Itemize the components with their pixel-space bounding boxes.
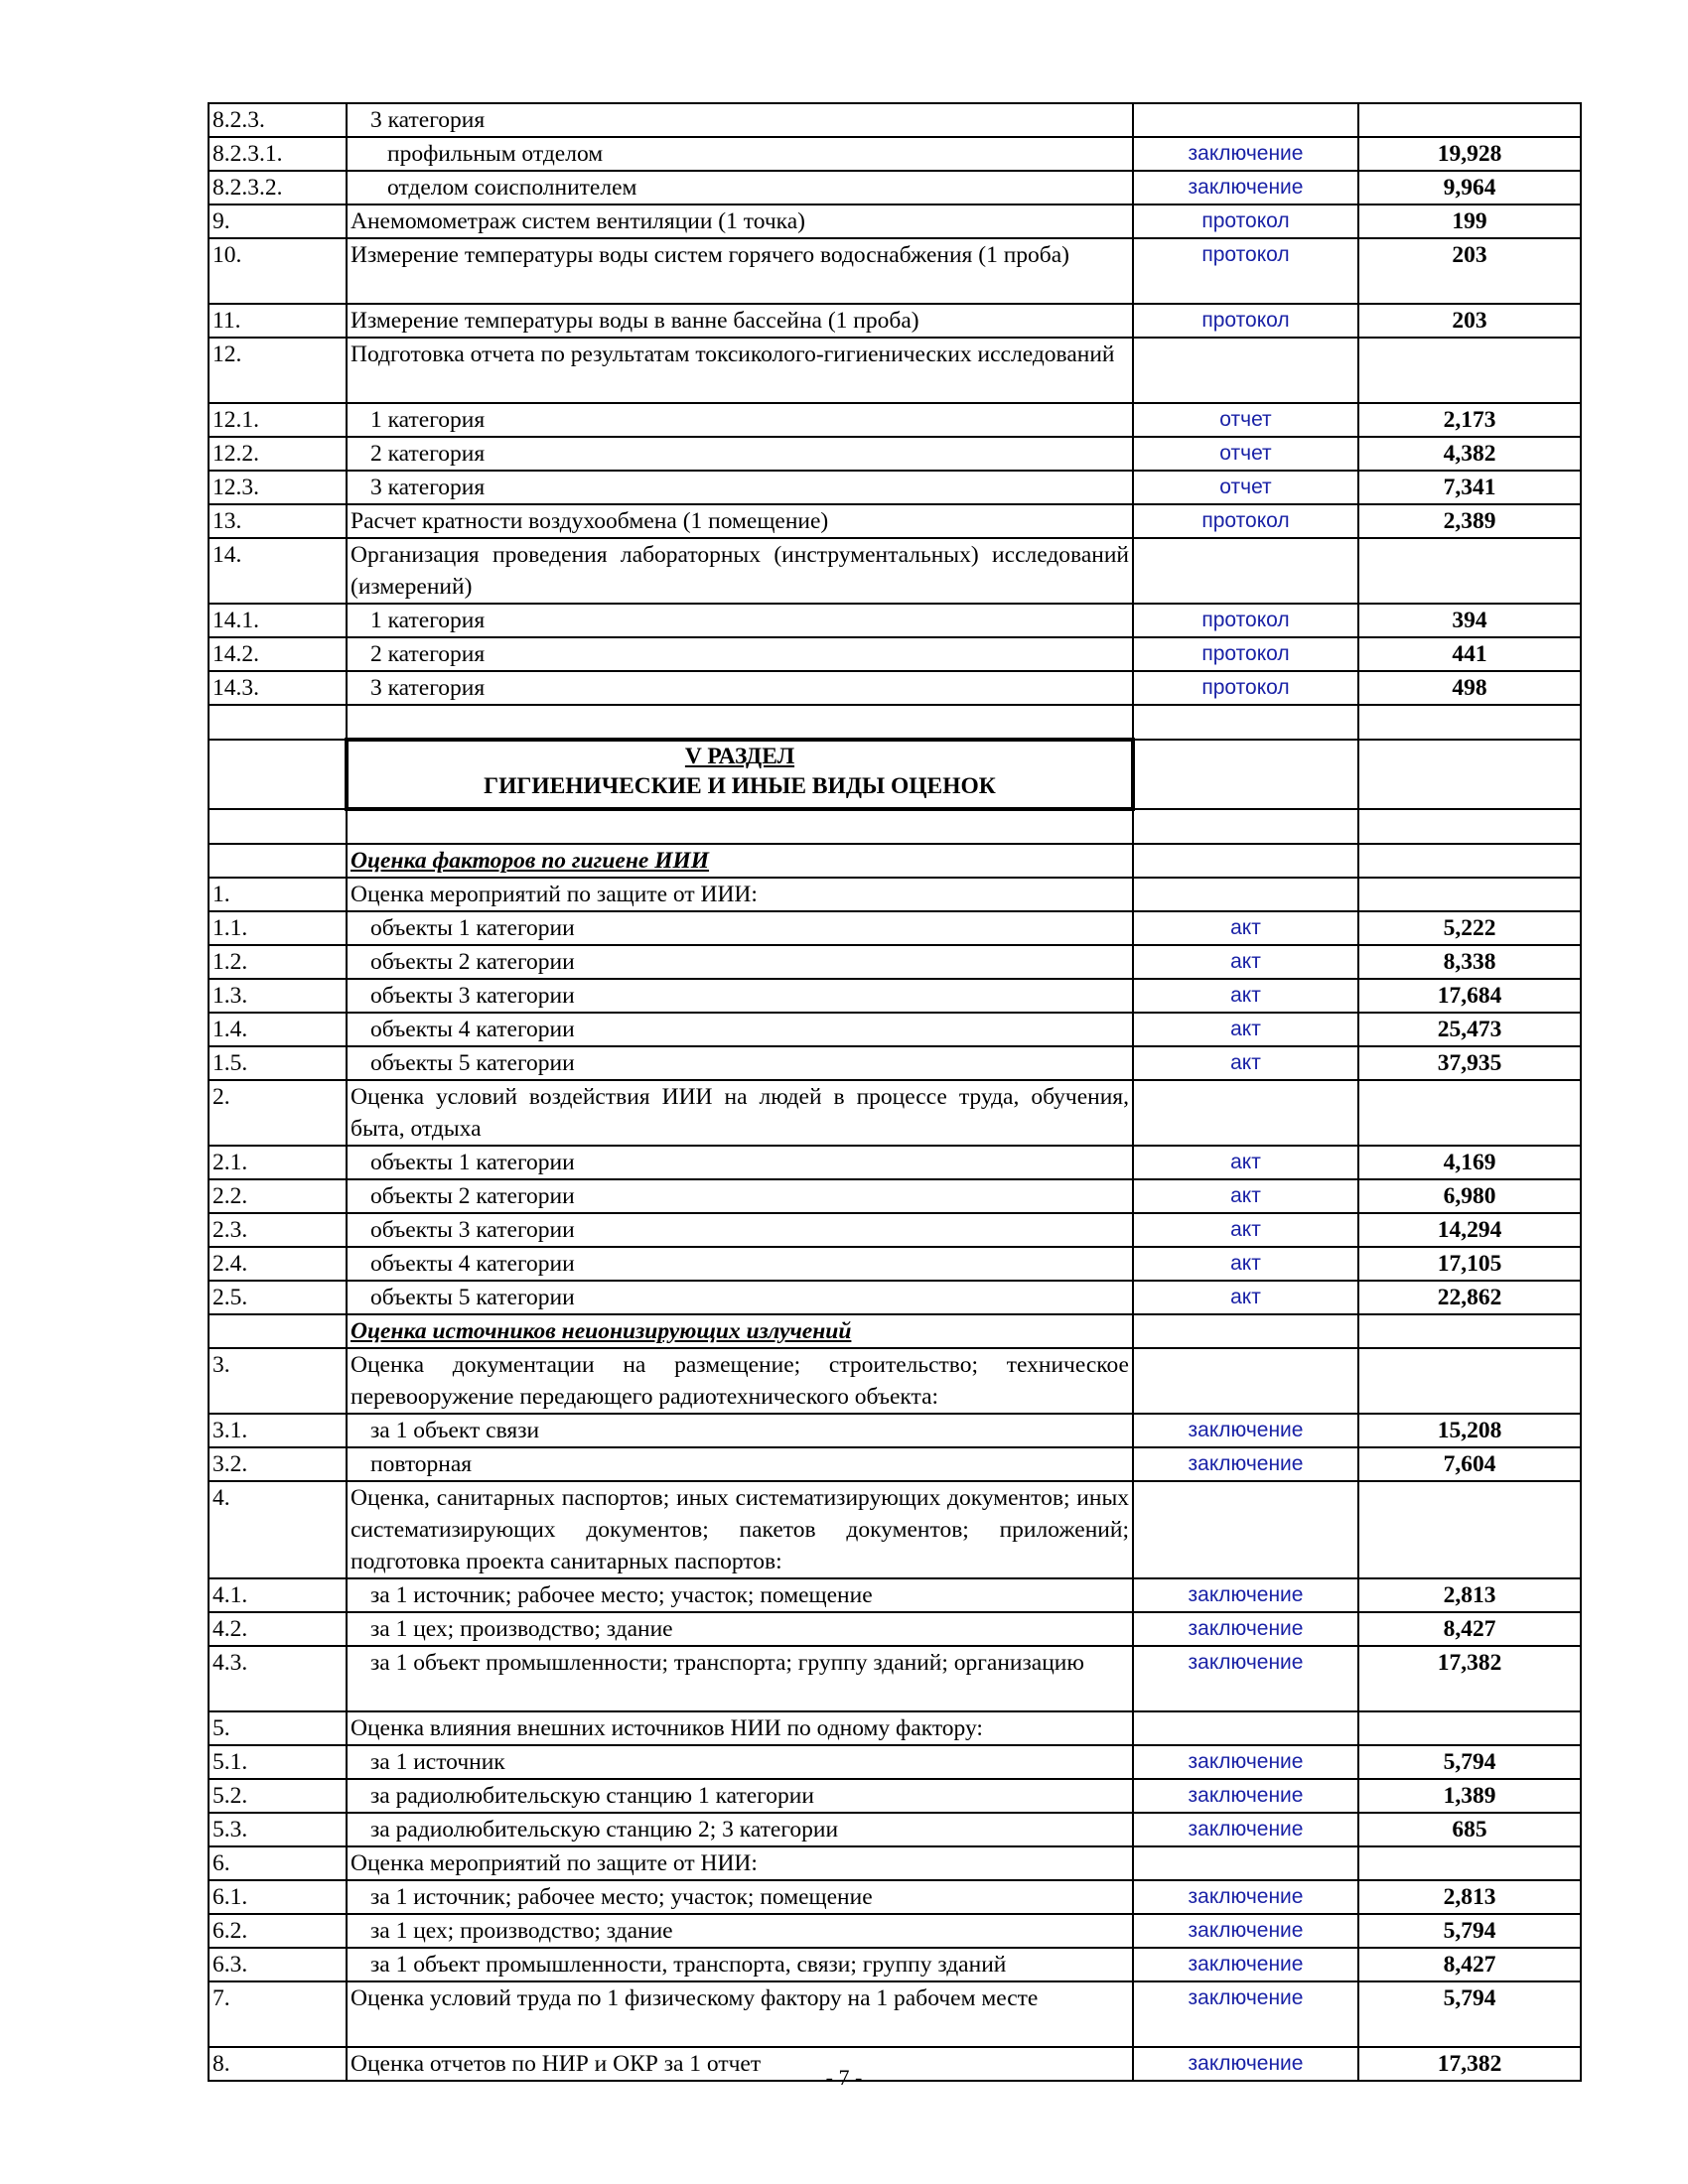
item-price xyxy=(1358,1080,1581,1146)
item-name: Оценка мероприятий по защите от НИИ: xyxy=(347,1846,1133,1880)
item-price: 37,935 xyxy=(1358,1046,1581,1080)
item-name: Измерение температуры воды систем горячего водоснабжения (1 проба) xyxy=(347,238,1133,304)
item-price xyxy=(1358,538,1581,604)
item-price: 15,208 xyxy=(1358,1414,1581,1447)
item-number: 14.1. xyxy=(209,604,347,637)
table-row xyxy=(209,1447,1581,1481)
item-name: Анемомометраж систем вентиляции (1 точка) xyxy=(347,205,1133,238)
item-unit: заключение xyxy=(1133,1447,1358,1481)
subsection-heading-row xyxy=(209,1314,1581,1348)
table-row xyxy=(209,1348,1581,1414)
item-price: 22,862 xyxy=(1358,1281,1581,1314)
item-unit: протокол xyxy=(1133,238,1358,304)
item-name: Подготовка отчета по результатам токсиколого-гигиенических исследований xyxy=(347,338,1133,403)
item-price: 5,794 xyxy=(1358,1981,1581,2047)
item-number: 12.2. xyxy=(209,437,347,471)
table-row xyxy=(209,945,1581,979)
empty-cell xyxy=(1133,705,1358,740)
item-number: 4.1. xyxy=(209,1578,347,1612)
table-row xyxy=(209,1612,1581,1646)
item-unit: акт xyxy=(1133,911,1358,945)
item-name: Организация проведения лабораторных (инструментальных) исследований (измерений) xyxy=(347,538,1133,604)
item-name: 1 категория xyxy=(347,403,1133,437)
item-unit: заключение xyxy=(1133,1779,1358,1813)
table-row xyxy=(209,403,1581,437)
item-unit: акт xyxy=(1133,979,1358,1013)
item-number: 1.1. xyxy=(209,911,347,945)
item-unit: заключение xyxy=(1133,137,1358,171)
item-name: объекты 3 категории xyxy=(347,1213,1133,1247)
empty-cell xyxy=(209,1314,347,1348)
item-unit: заключение xyxy=(1133,1880,1358,1914)
item-price: 441 xyxy=(1358,637,1581,671)
item-unit: протокол xyxy=(1133,604,1358,637)
item-number: 1.4. xyxy=(209,1013,347,1046)
item-price xyxy=(1358,1846,1581,1880)
item-unit: акт xyxy=(1133,1013,1358,1046)
item-price: 8,427 xyxy=(1358,1948,1581,1981)
item-unit: протокол xyxy=(1133,671,1358,705)
table-row xyxy=(209,1179,1581,1213)
item-unit: отчет xyxy=(1133,471,1358,504)
item-number: 1.5. xyxy=(209,1046,347,1080)
item-unit xyxy=(1133,338,1358,403)
item-unit: протокол xyxy=(1133,304,1358,338)
section-title xyxy=(347,740,1133,809)
table-row xyxy=(209,437,1581,471)
empty-cell xyxy=(1133,1314,1358,1348)
item-price: 4,382 xyxy=(1358,437,1581,471)
item-name: за 1 объект связи xyxy=(347,1414,1133,1447)
item-name: за 1 объект промышленности, транспорта, связи; группу зданий xyxy=(347,1948,1133,1981)
item-name: объекты 4 категории xyxy=(347,1013,1133,1046)
table-row xyxy=(209,1578,1581,1612)
item-number: 8.2.3. xyxy=(209,103,347,137)
item-unit: акт xyxy=(1133,1046,1358,1080)
item-name: повторная xyxy=(347,1447,1133,1481)
item-price: 8,427 xyxy=(1358,1612,1581,1646)
item-name: за 1 объект промышленности; транспорта; группу зданий; организацию xyxy=(347,1646,1133,1711)
item-unit: заключение xyxy=(1133,1948,1358,1981)
item-name: Оценка условий воздействия ИИИ на людей в процессе труда, обучения, быта, отдыха xyxy=(347,1080,1133,1146)
table-row xyxy=(209,979,1581,1013)
table-row xyxy=(209,1213,1581,1247)
item-unit: заключение xyxy=(1133,1981,1358,2047)
item-name: 3 категория xyxy=(347,671,1133,705)
item-number: 14. xyxy=(209,538,347,604)
item-price: 2,813 xyxy=(1358,1578,1581,1612)
item-number: 8. xyxy=(209,2047,347,2081)
table-row xyxy=(209,1880,1581,1914)
item-unit: акт xyxy=(1133,1213,1358,1247)
item-number: 1. xyxy=(209,878,347,911)
item-name: 2 категория xyxy=(347,437,1133,471)
item-unit xyxy=(1133,1080,1358,1146)
item-name: 2 категория xyxy=(347,637,1133,671)
item-unit: протокол xyxy=(1133,504,1358,538)
item-name: 3 категория xyxy=(347,471,1133,504)
item-name: за 1 источник; рабочее место; участок; помещение xyxy=(347,1578,1133,1612)
item-number: 1.3. xyxy=(209,979,347,1013)
table-row xyxy=(209,1948,1581,1981)
item-name: объекты 2 категории xyxy=(347,1179,1133,1213)
item-name: объекты 3 категории xyxy=(347,979,1133,1013)
item-unit: акт xyxy=(1133,1146,1358,1179)
item-number: 3.2. xyxy=(209,1447,347,1481)
item-name: Измерение температуры воды в ванне бассейна (1 проба) xyxy=(347,304,1133,338)
empty-cell xyxy=(347,809,1133,844)
item-price: 7,341 xyxy=(1358,471,1581,504)
item-number: 5.2. xyxy=(209,1779,347,1813)
item-number: 2.2. xyxy=(209,1179,347,1213)
item-unit xyxy=(1133,1711,1358,1745)
item-price: 1,389 xyxy=(1358,1779,1581,1813)
item-unit: заключение xyxy=(1133,2047,1358,2081)
item-price: 17,382 xyxy=(1358,2047,1581,2081)
table-row xyxy=(209,1914,1581,1948)
table-row xyxy=(209,538,1581,604)
empty-cell xyxy=(209,844,347,878)
item-number: 1.2. xyxy=(209,945,347,979)
item-unit: протокол xyxy=(1133,205,1358,238)
blank-row xyxy=(209,809,1581,844)
item-unit xyxy=(1133,1846,1358,1880)
item-name: объекты 2 категории xyxy=(347,945,1133,979)
item-name: отделом соисполнителем xyxy=(347,171,1133,205)
item-name: за 1 цех; производство; здание xyxy=(347,1914,1133,1948)
item-name: Оценка отчетов по НИР и ОКР за 1 отчет xyxy=(347,2047,1133,2081)
item-price: 8,338 xyxy=(1358,945,1581,979)
item-unit: заключение xyxy=(1133,1914,1358,1948)
table-row xyxy=(209,205,1581,238)
item-number: 4.2. xyxy=(209,1612,347,1646)
item-number: 8.2.3.1. xyxy=(209,137,347,171)
item-price: 203 xyxy=(1358,238,1581,304)
item-number: 2. xyxy=(209,1080,347,1146)
table-row xyxy=(209,604,1581,637)
item-unit xyxy=(1133,103,1358,137)
item-name: 3 категория xyxy=(347,103,1133,137)
table-row xyxy=(209,1247,1581,1281)
subsection-heading-text: Оценка факторов по гигиене ИИИ xyxy=(351,848,710,874)
item-number: 8.2.3.2. xyxy=(209,171,347,205)
table-row xyxy=(209,637,1581,671)
table-row xyxy=(209,1846,1581,1880)
table-row xyxy=(209,1013,1581,1046)
item-unit: заключение xyxy=(1133,171,1358,205)
item-number: 3.1. xyxy=(209,1414,347,1447)
item-price: 394 xyxy=(1358,604,1581,637)
item-price xyxy=(1358,1711,1581,1745)
empty-cell xyxy=(1133,740,1358,809)
empty-cell xyxy=(347,705,1133,740)
item-unit: заключение xyxy=(1133,1578,1358,1612)
item-name: Оценка, санитарных паспортов; иных систематизирующих документов; иных систематизирующих документов; пакетов документов; приложений; подготовка проекта санитарных паспортов: xyxy=(347,1481,1133,1578)
page-number: - 7 - xyxy=(825,2065,863,2090)
item-name: за 1 цех; производство; здание xyxy=(347,1612,1133,1646)
item-number: 2.5. xyxy=(209,1281,347,1314)
item-price: 17,105 xyxy=(1358,1247,1581,1281)
empty-cell xyxy=(1358,1314,1581,1348)
item-name: Оценка мероприятий по защите от ИИИ: xyxy=(347,878,1133,911)
item-name: объекты 1 категории xyxy=(347,1146,1133,1179)
item-price xyxy=(1358,1348,1581,1414)
table-row xyxy=(209,338,1581,403)
item-name: за радиолюбительскую станцию 1 категории xyxy=(347,1779,1133,1813)
item-price: 14,294 xyxy=(1358,1213,1581,1247)
item-unit xyxy=(1133,538,1358,604)
item-unit: заключение xyxy=(1133,1646,1358,1711)
item-number: 9. xyxy=(209,205,347,238)
item-number: 11. xyxy=(209,304,347,338)
item-name: Расчет кратности воздухообмена (1 помещение) xyxy=(347,504,1133,538)
item-number: 12. xyxy=(209,338,347,403)
item-price: 5,794 xyxy=(1358,1745,1581,1779)
item-unit xyxy=(1133,878,1358,911)
section-header-row xyxy=(209,740,1581,809)
table-row xyxy=(209,1711,1581,1745)
empty-cell xyxy=(1358,809,1581,844)
item-price: 498 xyxy=(1358,671,1581,705)
item-number: 2.3. xyxy=(209,1213,347,1247)
table-row xyxy=(209,671,1581,705)
subsection-heading-text: Оценка источников неионизирующих излучений xyxy=(351,1318,852,1344)
item-name: Оценка условий труда по 1 физическому фактору на 1 рабочем месте xyxy=(347,1981,1133,2047)
item-unit: протокол xyxy=(1133,637,1358,671)
item-unit: отчет xyxy=(1133,437,1358,471)
item-name: за радиолюбительскую станцию 2; 3 категории xyxy=(347,1813,1133,1846)
item-number: 6. xyxy=(209,1846,347,1880)
item-number: 12.3. xyxy=(209,471,347,504)
table-row xyxy=(209,171,1581,205)
table-row xyxy=(209,471,1581,504)
item-number: 5. xyxy=(209,1711,347,1745)
item-price: 17,382 xyxy=(1358,1646,1581,1711)
item-unit: заключение xyxy=(1133,1612,1358,1646)
table-row xyxy=(209,878,1581,911)
table-row xyxy=(209,504,1581,538)
item-price: 7,604 xyxy=(1358,1447,1581,1481)
table-row xyxy=(209,1080,1581,1146)
table-row xyxy=(209,304,1581,338)
item-number: 14.3. xyxy=(209,671,347,705)
item-price xyxy=(1358,103,1581,137)
item-price: 5,222 xyxy=(1358,911,1581,945)
item-number: 7. xyxy=(209,1981,347,2047)
empty-cell xyxy=(1133,844,1358,878)
table-row xyxy=(209,1646,1581,1711)
item-unit: акт xyxy=(1133,945,1358,979)
table-row xyxy=(209,1813,1581,1846)
empty-cell xyxy=(209,705,347,740)
table-row xyxy=(209,1981,1581,2047)
item-name: объекты 5 категории xyxy=(347,1281,1133,1314)
item-number: 5.1. xyxy=(209,1745,347,1779)
empty-cell xyxy=(1133,809,1358,844)
item-name: объекты 5 категории xyxy=(347,1046,1133,1080)
table-row xyxy=(209,1146,1581,1179)
item-number: 12.1. xyxy=(209,403,347,437)
item-unit: заключение xyxy=(1133,1414,1358,1447)
table-row xyxy=(209,137,1581,171)
item-number: 6.2. xyxy=(209,1914,347,1948)
item-number: 6.1. xyxy=(209,1880,347,1914)
subsection-heading xyxy=(347,844,1133,878)
subsection-heading-row xyxy=(209,844,1581,878)
empty-cell xyxy=(1358,844,1581,878)
item-price: 2,173 xyxy=(1358,403,1581,437)
table-row xyxy=(209,1414,1581,1447)
item-price: 203 xyxy=(1358,304,1581,338)
table-row xyxy=(209,1046,1581,1080)
item-unit: акт xyxy=(1133,1179,1358,1213)
item-price: 9,964 xyxy=(1358,171,1581,205)
item-name: объекты 4 категории xyxy=(347,1247,1133,1281)
item-name: Оценка влияния внешних источников НИИ по одному фактору: xyxy=(347,1711,1133,1745)
item-number: 3. xyxy=(209,1348,347,1414)
item-number: 14.2. xyxy=(209,637,347,671)
item-name: профильным отделом xyxy=(347,137,1133,171)
empty-cell xyxy=(1358,740,1581,809)
item-number: 13. xyxy=(209,504,347,538)
price-table-body xyxy=(209,103,1581,2081)
subsection-heading xyxy=(347,1314,1133,1348)
item-price: 685 xyxy=(1358,1813,1581,1846)
item-name: Оценка документации на размещение; строительство; техническое перевооружение передающего радиотехнического объекта: xyxy=(347,1348,1133,1414)
price-list-document xyxy=(208,102,1582,2082)
item-name: объекты 1 категории xyxy=(347,911,1133,945)
item-unit: заключение xyxy=(1133,1745,1358,1779)
table-row xyxy=(209,1745,1581,1779)
item-price xyxy=(1358,878,1581,911)
item-price: 19,928 xyxy=(1358,137,1581,171)
blank-row xyxy=(209,705,1581,740)
item-unit: отчет xyxy=(1133,403,1358,437)
item-unit: акт xyxy=(1133,1247,1358,1281)
item-name: за 1 источник; рабочее место; участок; помещение xyxy=(347,1880,1133,1914)
item-price: 25,473 xyxy=(1358,1013,1581,1046)
item-price: 2,389 xyxy=(1358,504,1581,538)
item-price: 6,980 xyxy=(1358,1179,1581,1213)
item-unit xyxy=(1133,1348,1358,1414)
empty-cell xyxy=(209,809,347,844)
table-row xyxy=(209,911,1581,945)
item-number: 4. xyxy=(209,1481,347,1578)
price-table xyxy=(208,102,1582,2082)
item-name: 1 категория xyxy=(347,604,1133,637)
item-price: 199 xyxy=(1358,205,1581,238)
item-number: 4.3. xyxy=(209,1646,347,1711)
item-number: 6.3. xyxy=(209,1948,347,1981)
item-price: 17,684 xyxy=(1358,979,1581,1013)
table-row xyxy=(209,1281,1581,1314)
table-row xyxy=(209,1779,1581,1813)
item-number: 5.3. xyxy=(209,1813,347,1846)
item-price xyxy=(1358,1481,1581,1578)
section-name: ГИГИЕНИЧЕСКИЕ И ИНЫЕ ВИДЫ ОЦЕНОК xyxy=(484,773,996,799)
item-name: за 1 источник xyxy=(347,1745,1133,1779)
item-price: 2,813 xyxy=(1358,1880,1581,1914)
table-row xyxy=(209,238,1581,304)
table-row xyxy=(209,103,1581,137)
item-number: 10. xyxy=(209,238,347,304)
section-number: V РАЗДЕЛ xyxy=(684,744,795,769)
empty-cell xyxy=(1358,705,1581,740)
empty-cell xyxy=(209,740,347,809)
item-unit: акт xyxy=(1133,1281,1358,1314)
item-price xyxy=(1358,338,1581,403)
item-number: 2.4. xyxy=(209,1247,347,1281)
table-row xyxy=(209,1481,1581,1578)
item-price: 5,794 xyxy=(1358,1914,1581,1948)
item-unit: заключение xyxy=(1133,1813,1358,1846)
item-price: 4,169 xyxy=(1358,1146,1581,1179)
item-number: 2.1. xyxy=(209,1146,347,1179)
item-unit xyxy=(1133,1481,1358,1578)
